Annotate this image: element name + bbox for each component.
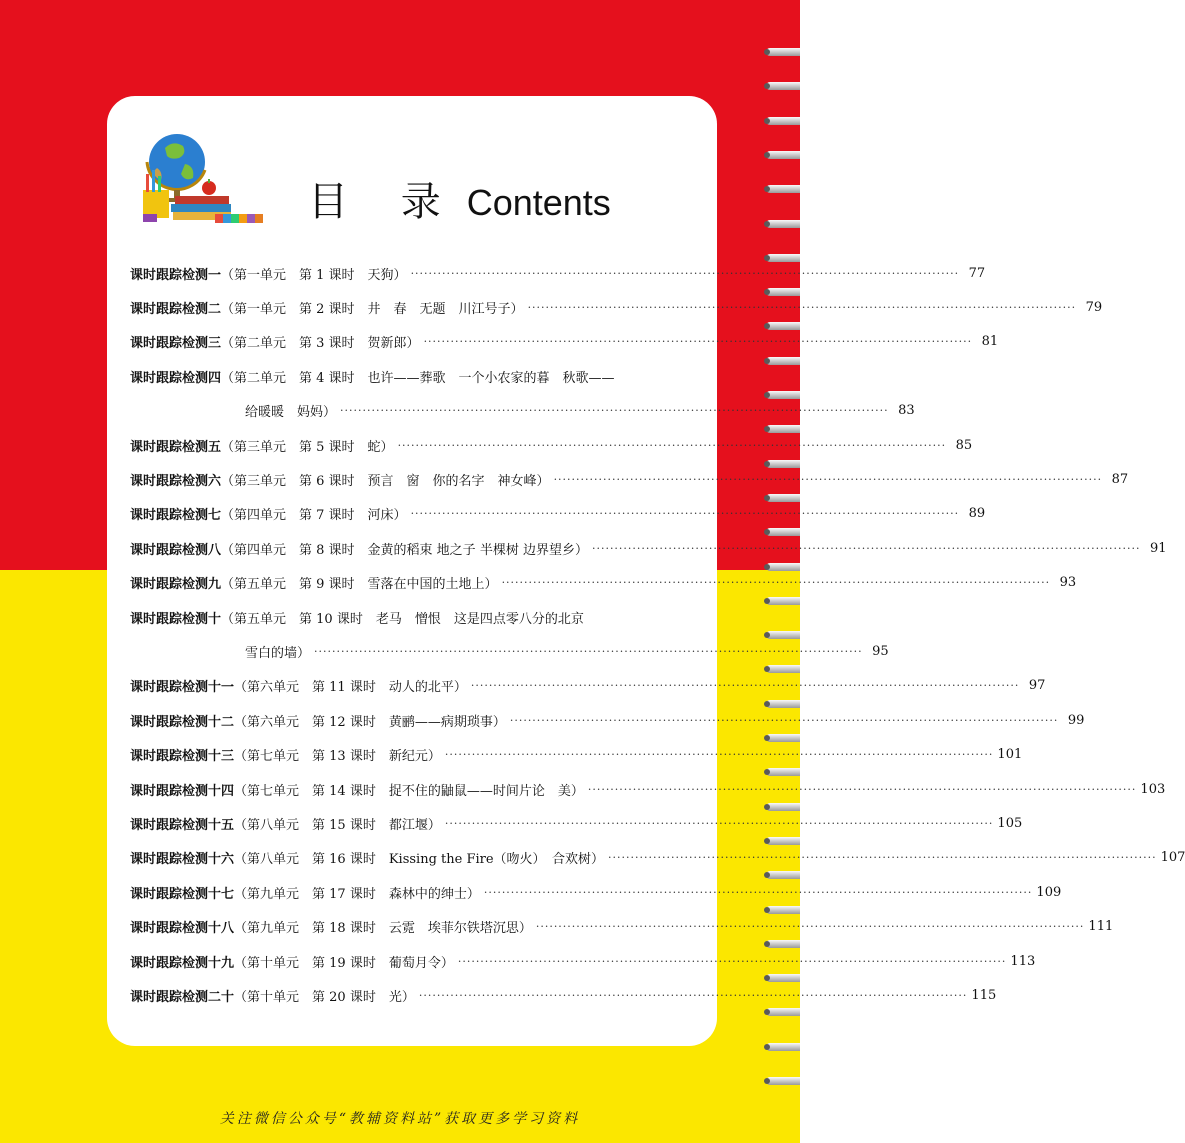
entry-detail: （第一单元 第 1 课时 天狗） — [221, 267, 407, 283]
leader-dots — [536, 920, 1085, 933]
spiral-ring — [766, 1077, 800, 1085]
leader-dots — [419, 989, 968, 1002]
spiral-ring — [766, 357, 800, 365]
entry-detail: （第四单元 第 7 课时 河床） — [221, 508, 407, 524]
leader-dots — [445, 748, 994, 761]
entry-detail: （第八单元 第 15 课时 都江堰） — [234, 817, 441, 833]
entry-page: 83 — [898, 403, 915, 419]
toc-entry — [130, 744, 1023, 766]
entry-label: 课时跟踪检测十四 — [130, 783, 235, 799]
globe-books-icon — [135, 130, 265, 225]
entry-label: 课时跟踪检测十三 — [130, 749, 235, 765]
entry-page: 105 — [997, 815, 1023, 831]
entry-label: 课时跟踪检测十八 — [130, 921, 235, 937]
entry-label: 课时跟踪检测十五 — [130, 817, 235, 833]
toc-entry — [130, 606, 693, 628]
toc-entry — [130, 503, 986, 525]
toc-entry — [130, 847, 1185, 869]
spiral-ring — [766, 768, 800, 776]
page-title — [308, 170, 611, 230]
entry-page: 93 — [1059, 575, 1077, 591]
toc-entry — [130, 434, 973, 456]
entry-detail: （第一单元 第 2 课时 井 春 无题 川江号子） — [221, 301, 524, 317]
entry-page: 107 — [1160, 850, 1185, 866]
spiral-ring — [766, 906, 800, 914]
entry-label: 课时跟踪检测九 — [130, 577, 222, 593]
toc-entry — [130, 709, 1085, 731]
spiral-ring — [766, 220, 800, 228]
spiral-ring — [766, 631, 800, 639]
toc-entry — [130, 262, 986, 284]
spiral-binding — [764, 40, 800, 1100]
entry-page: 111 — [1088, 919, 1114, 935]
spiral-ring — [766, 871, 800, 879]
leader-dots — [411, 267, 960, 280]
entry-page: 115 — [971, 987, 997, 1003]
spiral-ring — [766, 82, 800, 90]
leader-dots — [608, 851, 1157, 864]
spiral-ring — [766, 322, 800, 330]
toc-entry — [130, 675, 1046, 697]
entry-label: 课时跟踪检测六 — [130, 473, 222, 489]
spiral-ring — [766, 185, 800, 193]
entry-label: 课时跟踪检测二 — [130, 301, 222, 317]
entry-label: 课时跟踪检测十九 — [130, 955, 235, 971]
toc-entry — [130, 331, 999, 353]
leader-dots — [458, 955, 1007, 968]
entry-page: 79 — [1085, 299, 1103, 315]
spiral-ring — [766, 665, 800, 673]
toc-entry — [130, 296, 1103, 318]
entry-page: 103 — [1140, 781, 1166, 797]
toc-entry — [130, 537, 1167, 559]
entry-detail: （第八单元 第 16 课时 Kissing the Fire（吻火） 合欢树） — [234, 852, 605, 868]
spiral-ring — [766, 940, 800, 948]
toc-entry — [130, 916, 1114, 938]
spiral-ring — [766, 494, 800, 502]
entry-page: 101 — [997, 747, 1023, 763]
toc-entry — [130, 881, 1062, 903]
entry-label: 课时跟踪检测十一 — [130, 680, 235, 696]
spiral-ring — [766, 1008, 800, 1016]
toc-entry-continuation — [130, 640, 889, 662]
entry-page: 91 — [1150, 540, 1167, 556]
leader-dots — [588, 783, 1137, 796]
spiral-ring — [766, 117, 800, 125]
leader-dots — [502, 576, 1051, 589]
title-cn: 目 录 — [308, 179, 461, 225]
entry-label: 课时跟踪检测二十 — [130, 989, 235, 1005]
entry-detail: （第三单元 第 6 课时 预言 窗 你的名字 神女峰） — [221, 473, 550, 489]
entry-label: 课时跟踪检测七 — [130, 508, 222, 524]
toc-entry — [130, 812, 1023, 834]
spiral-ring — [766, 288, 800, 296]
entry-label: 课时跟踪检测十六 — [130, 852, 235, 868]
leader-dots — [445, 817, 994, 830]
entry-detail: （第二单元 第 4 课时 也许——葬歌 一个小农家的暮 秋歌—— — [221, 370, 615, 386]
leader-dots — [340, 404, 889, 417]
toc-entry — [130, 778, 1166, 800]
toc-entry — [130, 468, 1129, 490]
toc-entry — [130, 950, 1036, 972]
leader-dots — [398, 439, 947, 452]
entry-label: 课时跟踪检测五 — [130, 439, 222, 455]
toc-entry-continuation — [130, 400, 915, 422]
spiral-ring — [766, 460, 800, 468]
entry-page: 89 — [968, 506, 986, 522]
entry-label: 课时跟踪检测一 — [130, 267, 222, 283]
spiral-ring — [766, 528, 800, 536]
entry-detail: （第九单元 第 17 课时 森林中的绅士） — [234, 886, 480, 902]
entry-page: 77 — [968, 265, 986, 281]
entry-detail: （第七单元 第 13 课时 新纪元） — [234, 749, 441, 765]
entry-page: 99 — [1067, 712, 1085, 728]
entry-detail: （第九单元 第 18 课时 云霓 埃菲尔铁塔沉思） — [234, 921, 532, 937]
spiral-ring — [766, 425, 800, 433]
entry-label: 课时跟踪检测四 — [130, 370, 222, 386]
spiral-ring — [766, 700, 800, 708]
toc-entry — [130, 365, 693, 387]
entry-continuation: 给暖暖 妈妈） — [245, 405, 337, 421]
toc-entry — [130, 984, 997, 1006]
entry-detail: （第六单元 第 12 课时 黄鹂——病期琐事） — [234, 714, 506, 730]
toc-entry — [130, 572, 1077, 594]
spiral-ring — [766, 151, 800, 159]
leader-dots — [471, 679, 1020, 692]
leader-dots — [592, 542, 1141, 555]
leader-dots — [424, 335, 973, 348]
entry-page: 109 — [1036, 884, 1062, 900]
entry-label: 课时跟踪检测十 — [130, 611, 222, 627]
leader-dots — [510, 714, 1059, 727]
entry-label: 课时跟踪检测八 — [130, 542, 222, 558]
spiral-ring — [766, 803, 800, 811]
entry-label: 课时跟踪检测三 — [130, 336, 222, 352]
entry-page: 87 — [1111, 471, 1129, 487]
entry-detail: （第五单元 第 9 课时 雪落在中国的土地上） — [221, 577, 498, 593]
entry-detail: （第六单元 第 11 课时 动人的北平） — [234, 680, 467, 696]
leader-dots — [314, 645, 863, 658]
entry-page: 95 — [872, 643, 889, 659]
entry-detail: （第五单元 第 10 课时 老马 憎恨 这是四点零八分的北京 — [221, 611, 584, 627]
spiral-ring — [766, 1043, 800, 1051]
spiral-ring — [766, 391, 800, 399]
entry-detail: （第十单元 第 19 课时 葡萄月令） — [234, 955, 454, 971]
leader-dots — [411, 507, 960, 520]
footer-note: 关注微信公众号“教辅资料站”获取更多学习资料 — [219, 1111, 581, 1127]
entry-detail: （第七单元 第 14 课时 捉不住的鼬鼠——时间片论 美） — [234, 783, 584, 799]
spiral-ring — [766, 837, 800, 845]
entry-detail: （第四单元 第 8 课时 金黄的稻束 地之子 半棵树 边界望乡） — [221, 542, 588, 558]
spiral-ring — [766, 48, 800, 56]
entry-page: 81 — [981, 334, 999, 350]
title-en: Contents — [466, 182, 611, 223]
entry-detail: （第十单元 第 20 课时 光） — [234, 989, 415, 1005]
leader-dots — [484, 886, 1033, 899]
spiral-ring — [766, 254, 800, 262]
entry-continuation: 雪白的墙） — [245, 645, 311, 661]
entry-page: 113 — [1010, 953, 1036, 969]
spiral-ring — [766, 974, 800, 982]
spiral-ring — [766, 734, 800, 742]
entry-detail: （第二单元 第 3 课时 贺新郎） — [221, 336, 420, 352]
leader-dots — [528, 301, 1077, 314]
entry-detail: （第三单元 第 5 课时 蛇） — [221, 439, 394, 455]
leader-dots — [554, 473, 1103, 486]
entry-label: 课时跟踪检测十二 — [130, 714, 235, 730]
entry-label: 课时跟踪检测十七 — [130, 886, 235, 902]
spiral-ring — [766, 597, 800, 605]
entry-page: 85 — [955, 437, 973, 453]
entry-page: 97 — [1028, 678, 1046, 694]
spiral-ring — [766, 563, 800, 571]
